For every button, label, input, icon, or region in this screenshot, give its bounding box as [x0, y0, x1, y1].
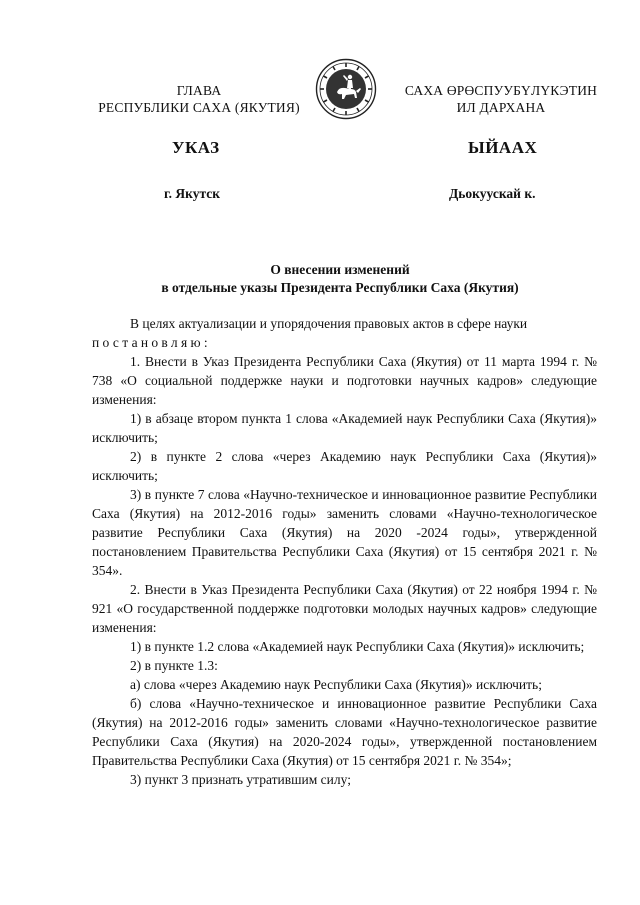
city-dyokuuskay: Дьокуускай к. [449, 186, 536, 201]
paragraph: 1. Внести в Указ Президента Республики Саха (Якутия) от 11 марта 1994 г. № 738 «О социальной поддержке науки и подготовки научных кадров» следующие изменения: [92, 354, 597, 407]
title-ukaz: УКАЗ [172, 138, 220, 157]
sakha-republic-emblem-icon [315, 58, 377, 120]
header-right [386, 82, 616, 116]
paragraph: б) слова «Научно-техническое и инновационное развитие Республики Саха (Якутия) на 2012-2016 годы» заменить словами «Научно-технологическое развитие Республики Саха (Якутия) на 2020-2024 годы», утвержденной постановлением Правительства Республики Саха (Якутия) от 15 сентября 2021 г. № 354»; [92, 696, 597, 768]
city-yakutsk: г. Якутск [164, 186, 221, 201]
paragraph: а) слова «через Академию наук Республики Саха (Якутия)» исключить; [130, 677, 542, 692]
paragraph: 2) в пункте 1.3: [130, 658, 218, 673]
title-yiyaakh: ЫЙААХ [468, 138, 538, 157]
paragraph: 3) пункт 3 признать утратившим силу; [130, 772, 351, 787]
paragraph: 2. Внести в Указ Президента Республики Саха (Якутия) от 22 ноября 1994 г. № 921 «О государственной поддержке подготовки молодых научных кадров» следующие изменения: [92, 582, 597, 635]
subject-line2: в отдельные указы Президента Республики Саха (Якутия) [161, 280, 519, 295]
paragraph: 1) в абзаце втором пункта 1 слова «Академией наук Республики Саха (Якутия)» исключить; [92, 411, 597, 445]
header-right-line2: ИЛ ДАРХАНА [456, 100, 546, 115]
decree-subject [80, 261, 600, 297]
header-left-line1: ГЛАВА [176, 83, 222, 98]
decree-body [92, 314, 597, 789]
paragraph-postanovlyayu: постановляю: [92, 335, 211, 350]
header-left [88, 82, 310, 116]
paragraph: В целях актуализации и упорядочения правовых актов в сфере науки [130, 316, 528, 331]
subject-line1: О внесении изменений [270, 262, 410, 277]
paragraph: 3) в пункте 7 слова «Научно-техническое и инновационное развитие Республики Саха (Якутия) на 2012-2016 годы» заменить словами «Научно-технологическое развитие Республики Саха (Якутия) на 2020 -2024 годы», утвержденной постановлением Правительства Республики Саха (Якутия) от 15 сентября 2021 г. № 354». [92, 487, 597, 578]
header-right-line1: САХА ӨРӨСПУУБҮЛҮКЭТИН [404, 83, 598, 98]
paragraph: 1) в пункте 1.2 слова «Академией наук Республики Саха (Якутия)» исключить; [130, 639, 585, 654]
paragraph: 2) в пункте 2 слова «через Академию наук Республики Саха (Якутия)» исключить; [92, 449, 597, 483]
header-left-line2: РЕСПУБЛИКИ САХА (ЯКУТИЯ) [98, 100, 300, 115]
